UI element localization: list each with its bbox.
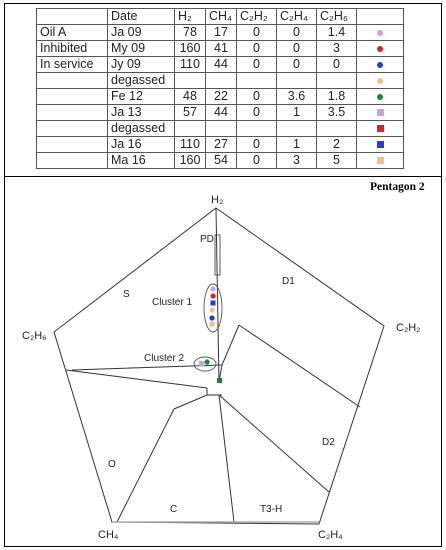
square-marker-icon — [377, 125, 384, 132]
cell-date: Fe 12 — [108, 89, 175, 105]
table-row — [37, 137, 404, 153]
cell-ch4 — [206, 121, 237, 137]
cell-marker — [357, 25, 404, 41]
boundary-c-t3h — [219, 395, 234, 522]
cell-h2 — [175, 121, 206, 137]
cell-date: Jy 09 — [108, 57, 175, 73]
zone-label-pd: PD — [200, 234, 214, 245]
zone-label-s: S — [123, 289, 130, 300]
table-row — [37, 25, 404, 41]
cell-h2: 160 — [175, 41, 206, 57]
col-header-marker — [357, 9, 404, 25]
boundary-o-c — [117, 409, 174, 522]
boundary-t3h-d2 — [219, 395, 329, 492]
cell-c2h6: 1.8 — [317, 89, 357, 105]
cell-c2h4: 3 — [277, 153, 317, 169]
cell-h2: 110 — [175, 57, 206, 73]
cell-h2: 78 — [175, 25, 206, 41]
zone-label-d1: D1 — [282, 276, 295, 287]
cell-ch4: 54 — [206, 153, 237, 169]
cluster-label-1: Cluster 1 — [152, 297, 193, 308]
cell-c2h6: 3.5 — [317, 105, 357, 121]
cell-c2h2: 0 — [237, 153, 277, 169]
vertex-label-c2h6: C₂H₆ — [22, 330, 47, 342]
cell-h2: 57 — [175, 105, 206, 121]
cell-marker — [357, 73, 404, 89]
boundary-s-o — [66, 370, 207, 388]
vertex-label-c2h4: C₂H₄ — [318, 529, 343, 541]
cell-ch4: 41 — [206, 41, 237, 57]
cell-h2: 48 — [175, 89, 206, 105]
diagram-title: Pentagon 2 — [370, 181, 425, 193]
cell-date: degassed — [108, 73, 175, 89]
cell-c2h4: 3.6 — [277, 89, 317, 105]
cell-date: Ja 16 — [108, 137, 175, 153]
cell-c2h6: 2 — [317, 137, 357, 153]
cell-date: Ma 16 — [108, 153, 175, 169]
cell-date: Ja 09 — [108, 25, 175, 41]
cell-c2h2: 0 — [237, 57, 277, 73]
cell-ch4: 44 — [206, 57, 237, 73]
point-jy09 — [209, 315, 214, 320]
cell-label: In service — [37, 57, 108, 73]
cell-label: Oil A — [37, 25, 108, 41]
square-marker-icon — [377, 141, 384, 148]
cell-c2h6 — [317, 121, 357, 137]
zone-label-o: O — [108, 459, 116, 470]
cell-marker — [357, 89, 404, 105]
cell-c2h4 — [277, 121, 317, 137]
cell-h2 — [175, 73, 206, 89]
circle-marker-icon — [377, 78, 383, 84]
cell-c2h2: 0 — [237, 105, 277, 121]
vertex-label-c2h2: C₂H₂ — [396, 322, 421, 334]
cell-c2h4 — [277, 73, 317, 89]
zone-label-t3h: T3-H — [260, 504, 283, 515]
dga-table — [36, 8, 404, 169]
cell-marker — [357, 57, 404, 73]
cell-c2h4: 1 — [277, 137, 317, 153]
point-ja13 — [199, 361, 204, 366]
cell-marker — [357, 121, 404, 137]
cell-marker — [357, 41, 404, 57]
cell-marker — [357, 105, 404, 121]
cell-date: Ja 13 — [108, 105, 175, 121]
vertex-label-ch4: CH₄ — [98, 529, 119, 541]
point-degassed-1 — [209, 307, 214, 312]
point-ma16 — [210, 322, 215, 327]
table-row — [37, 57, 404, 73]
cell-label — [37, 137, 108, 153]
pentagon-center-marker — [217, 378, 222, 383]
cell-label — [37, 121, 108, 137]
boundary-d1-inner — [222, 325, 239, 365]
cell-h2: 110 — [175, 137, 206, 153]
cell-c2h6: 0 — [317, 57, 357, 73]
vertex-label-h2: H₂ — [211, 194, 224, 206]
cell-ch4: 22 — [206, 89, 237, 105]
boundary-h2-center — [216, 208, 219, 382]
point-ja16 — [211, 301, 216, 306]
cell-c2h4: 1 — [277, 105, 317, 121]
table-header-row — [37, 9, 404, 25]
cluster-label-2: Cluster 2 — [144, 353, 185, 364]
table-row — [37, 105, 404, 121]
boundary-o-c-top — [174, 395, 207, 409]
cell-c2h2: 0 — [237, 41, 277, 57]
cell-label: Inhibited — [37, 41, 108, 57]
zone-label-c: C — [170, 504, 178, 515]
table-row — [37, 41, 404, 57]
point-fe12 — [204, 359, 209, 364]
circle-marker-icon — [377, 62, 383, 68]
square-marker-icon — [377, 157, 384, 164]
cell-marker — [357, 137, 404, 153]
col-header-c2h4: C₂H₄ — [277, 9, 317, 25]
cell-ch4 — [206, 73, 237, 89]
cell-c2h6 — [317, 73, 357, 89]
cell-c2h2: 0 — [237, 25, 277, 41]
cell-c2h4: 0 — [277, 25, 317, 41]
cell-marker — [357, 153, 404, 169]
circle-marker-icon — [377, 46, 383, 52]
cell-label — [37, 89, 108, 105]
cell-c2h2: 0 — [237, 89, 277, 105]
col-header-ch4: CH₄ — [206, 9, 237, 25]
table-row — [37, 73, 404, 89]
cell-ch4: 17 — [206, 25, 237, 41]
cell-ch4: 44 — [206, 105, 237, 121]
cell-c2h6: 5 — [317, 153, 357, 169]
table-row — [37, 153, 404, 169]
cell-c2h2: 0 — [237, 137, 277, 153]
cell-c2h4: 0 — [277, 57, 317, 73]
cell-date: My 09 — [108, 41, 175, 57]
square-marker-icon — [377, 109, 384, 116]
cell-label — [37, 153, 108, 169]
cell-label — [37, 73, 108, 89]
table-row — [37, 89, 404, 105]
cluster-2-ellipse — [194, 357, 216, 371]
col-header-date: Date — [108, 9, 175, 25]
pentagon-diagram — [4, 177, 442, 546]
cell-label — [37, 105, 108, 121]
table-row — [37, 121, 404, 137]
cell-ch4: 27 — [206, 137, 237, 153]
circle-marker-icon — [377, 30, 383, 36]
boundary-d1-d2 — [239, 325, 360, 407]
point-my09 — [210, 293, 215, 298]
cell-date: degassed — [108, 121, 175, 137]
cell-c2h4: 0 — [277, 41, 317, 57]
cell-c2h6: 3 — [317, 41, 357, 57]
col-header-c2h6: C₂H₆ — [317, 9, 357, 25]
col-header-label — [37, 9, 108, 25]
cell-c2h6: 1.4 — [317, 25, 357, 41]
cell-c2h2 — [237, 73, 277, 89]
col-header-h2: H₂ — [175, 9, 206, 25]
circle-marker-icon — [377, 94, 383, 100]
col-header-c2h2: C₂H₂ — [237, 9, 277, 25]
cell-h2: 160 — [175, 153, 206, 169]
cell-c2h2 — [237, 121, 277, 137]
point-ja09 — [210, 286, 215, 291]
zone-label-d2: D2 — [322, 437, 335, 448]
